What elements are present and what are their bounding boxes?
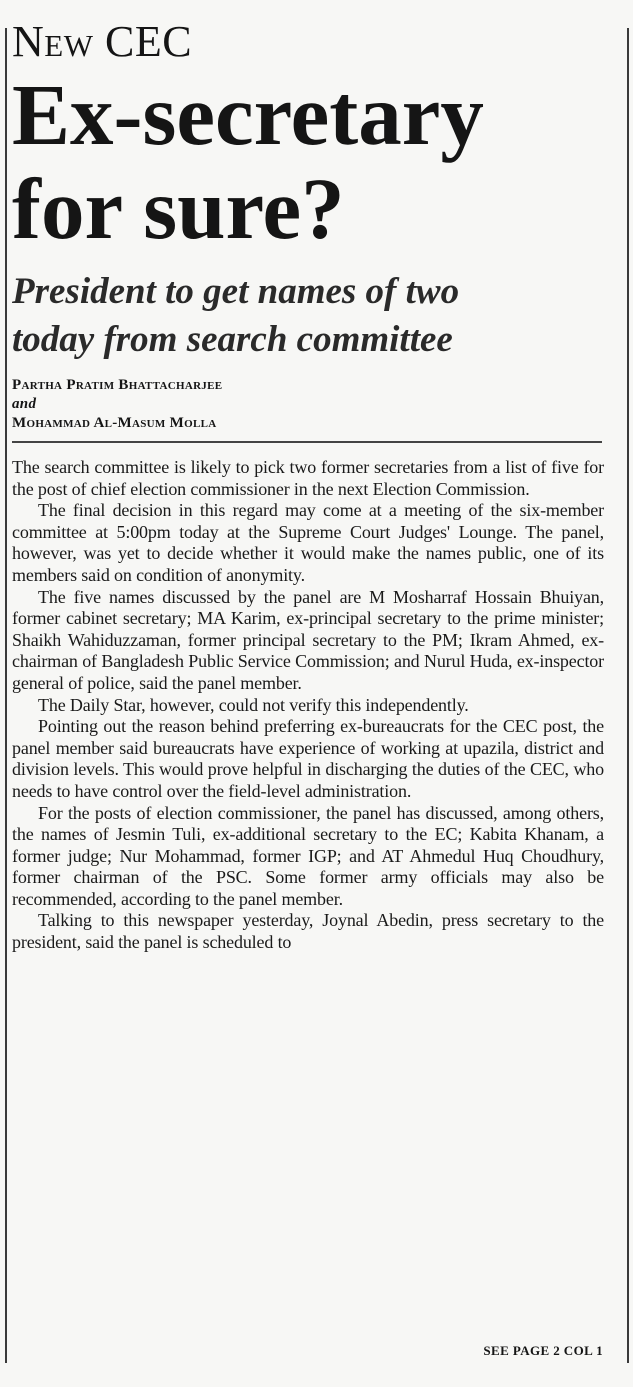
paragraph-7: Talking to this newspaper yesterday, Joynal Abedin, press secretary to the president, said the panel is scheduled to	[12, 910, 604, 953]
headline	[12, 68, 604, 256]
byline-line-1	[12, 376, 604, 414]
byline-and: and	[12, 396, 37, 412]
paragraph-5: Pointing out the reason behind preferring ex-bureaucrats for the CEC post, the panel member said bureaucrats have experience of working at upazila, district and division levels. This would prove helpful in discharging the duties of the CEC, who needs to have control over the field-level administration.	[12, 716, 604, 801]
deck-line-2: today from search committee	[12, 319, 453, 360]
article	[12, 16, 604, 954]
byline-author-1: Partha Pratim Bhattacharjee	[12, 377, 223, 393]
deck-line-1: President to get names of two	[12, 271, 460, 312]
deck-subheadline	[12, 268, 604, 364]
paragraph-6: For the posts of election commissioner, the panel has discussed, among others, the names of Jesmin Tuli, ex-additional secretary to the EC; Kabita Khanam, a former judge; Nur Mohammad, former IGP; and AT Ahmedul Huq Choudhury, former chairman of the PSC. Some former army officials may also be recommended, according to the panel member.	[12, 802, 604, 909]
kicker-text: New CEC	[12, 17, 193, 66]
byline	[12, 376, 604, 433]
right-column-rule	[627, 28, 629, 1363]
paragraph-3: The five names discussed by the panel are M Mosharraf Hossain Bhuiyan, former cabinet secretary; MA Karim, ex-principal secretary to the prime minister; Shaikh Wahiduzzaman, former principal secretary to the PM; Ikram Ahmed, ex-chairman of Bangladesh Public Service Commission; and Nurul Huda, ex-inspector general of police, said the panel member.	[12, 586, 604, 693]
paragraph-2: The final decision in this regard may come at a meeting of the six-member committee at 5:00pm today at the Supreme Court Judges' Lounge. The panel, however, was yet to decide whether it would make the names public, one of its members said on condition of anonymity.	[12, 500, 604, 585]
paragraph-1: The search committee is likely to pick two former secretaries from a list of five for the post of chief election commissioner in the next Election Commission.	[12, 457, 604, 499]
article-body	[12, 457, 604, 954]
left-column-rule	[5, 28, 7, 1363]
byline-divider	[12, 441, 602, 443]
headline-line-1: Ex-secretary	[12, 66, 484, 163]
paragraph-4: The Daily Star, however, could not verify this independently.	[38, 694, 469, 715]
continued-jump-line: SEE PAGE 2 COL 1	[483, 1343, 603, 1358]
kicker	[12, 16, 604, 68]
headline-line-2: for sure?	[12, 160, 345, 257]
byline-author-2: Mohammad Al-Masum Molla	[12, 415, 217, 431]
